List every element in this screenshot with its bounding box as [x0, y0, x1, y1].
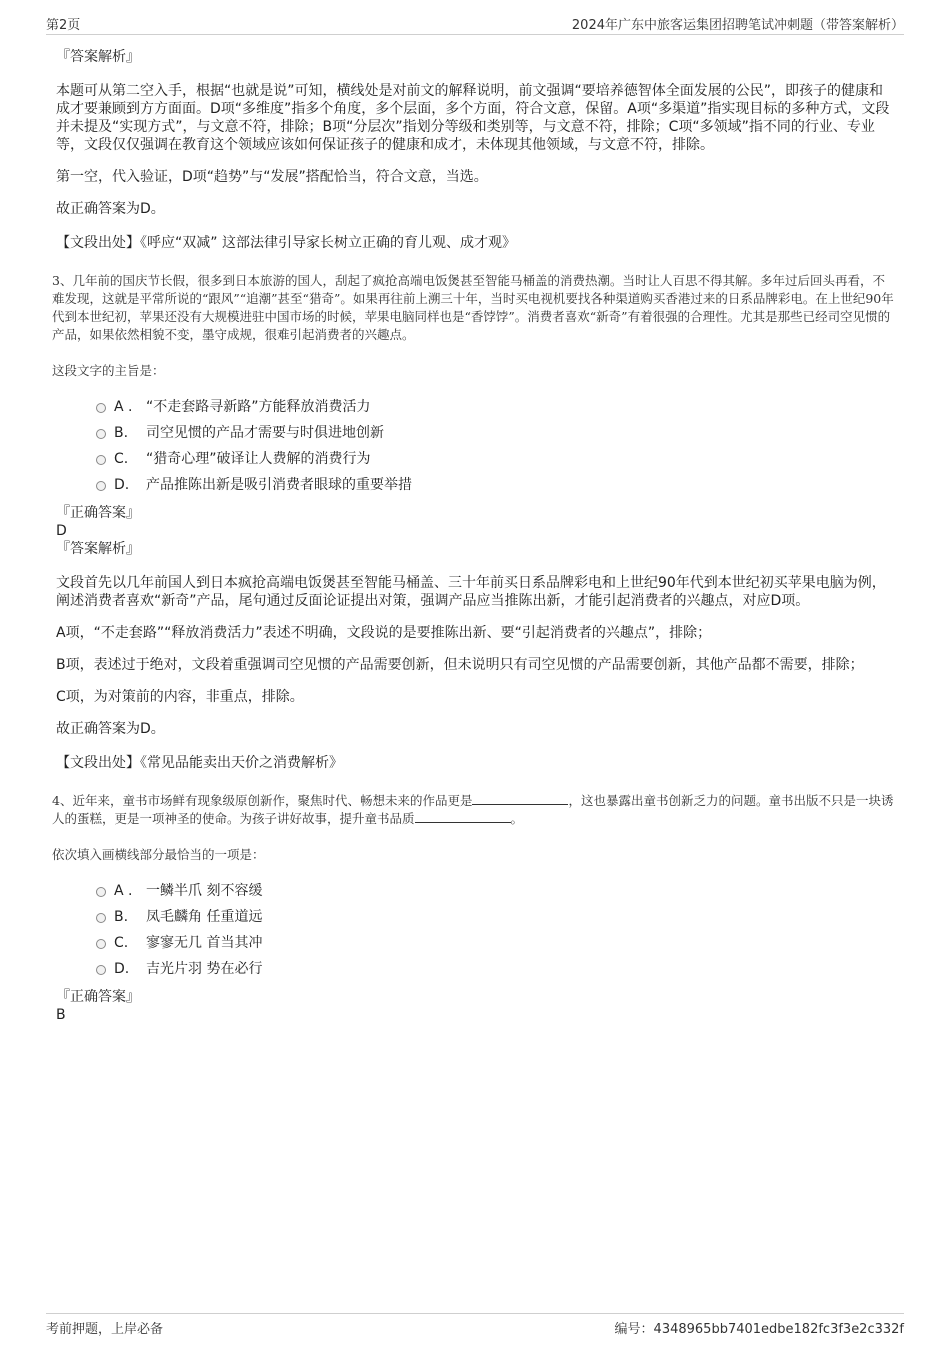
page-footer [46, 1313, 904, 1338]
q2-conclusion: 故正确答案为D。 [56, 201, 165, 217]
radio-icon[interactable] [96, 913, 106, 923]
q2-analysis-p2: 第一空，代入验证，D项“趋势”与“发展”搭配恰当，符合文意，当选。 [56, 169, 488, 185]
q3-analysis-label: 『答案解析』 [56, 541, 140, 557]
q4-answer-label: 『正确答案』 [56, 989, 140, 1005]
q4-option-a[interactable]: A . 一鳞半爪 刻不容缓 [56, 878, 896, 904]
q3-answer: D [56, 523, 67, 539]
q2-analysis-label: 『答案解析』 [56, 49, 140, 65]
footer-slogan: 考前押题，上岸必备 [46, 1322, 164, 1337]
q3-options [56, 394, 896, 498]
q3-prompt: 这段文字的主旨是： [52, 363, 165, 378]
radio-icon[interactable] [96, 939, 106, 949]
radio-icon[interactable] [96, 455, 106, 465]
document-title: 2024年广东中旅客运集团招聘笔试冲刺题（带答案解析） [571, 18, 904, 33]
radio-icon[interactable] [96, 403, 106, 413]
q3-option-d[interactable]: D. 产品推陈出新是吸引消费者眼球的重要举措 [56, 472, 896, 498]
q4-prompt: 依次填入画横线部分最恰当的一项是： [52, 847, 265, 862]
radio-icon[interactable] [96, 887, 106, 897]
q3-stem: 3、几年前的国庆节长假，很多到日本旅游的国人，刮起了疯抢高端电饭煲甚至智能马桶盖的消费热潮。当时让人百思不得其解。多年过后回头再看，不难发现，这就是平常所说的“跟风”“追潮”甚至“猎奇”。如果再往前上溯三十年，当时买电视机要找各种渠道购买香港过来的日系品牌彩电。在上世纪90年代到本世纪初，苹果还没有大规模进驻中国市场的时候，苹果电脑同样也是“香饽饽”。消费者喜欢“新奇”有着很强的合理性。尤其是那些已经司空见惯的产品，如果依然相貌不变，墨守成规，很难引起消费者的兴趣点。 [52, 273, 894, 342]
page-number: 第2页 [46, 18, 81, 33]
document-id: 编号：4348965bb7401edbe182fc3f3e2c332f [614, 1322, 904, 1337]
q3-option-b[interactable]: B. 司空见惯的产品才需要与时俱进地创新 [56, 420, 896, 446]
q3-analysis-p4: C项，为对策前的内容，非重点，排除。 [56, 689, 304, 705]
radio-icon[interactable] [96, 965, 106, 975]
q4-stem: 4、近年来，童书市场鲜有现象级原创新作，聚焦时代、畅想未来的作品更是 ，这也暴露出童书创新乏力的问题。童书出版不只是一块诱人的蛋糕，更是一项神圣的使命。为孩子讲好故事，提升童书品质 。 [52, 793, 894, 826]
q2-analysis-p1: 本题可从第二空入手，根据“也就是说”可知，横线处是对前文的解释说明，前文强调“要培养德智体全面发展的公民”，即孩子的健康和成才要兼顾到方方面面。D项“多维度”指多个角度，多个层面，多个方面，符合文意，保留。A项“多渠道”指实现目标的多种方式，文段并未提及“实现方式”，与文意不符，排除；B项“分层次”指划分等级和类别等，与文意不符，排除；C项“多领域”指不同的行业、专业等，文段仅仅强调在教育这个领域应该如何保证孩子的健康和成才，未体现其他领域，与文意不符，排除。 [56, 83, 890, 153]
q3-answer-label: 『正确答案』 [56, 505, 140, 521]
radio-icon[interactable] [96, 481, 106, 491]
q3-analysis-p2: A项，“不走套路”“释放消费活力”表述不明确，文段说的是要推陈出新、要“引起消费者的兴趣点”，排除； [56, 625, 712, 641]
fill-blank-2 [415, 810, 511, 823]
q3-option-c[interactable]: C. “猎奇心理”破译让人费解的消费行为 [56, 446, 896, 472]
q4-options [56, 878, 896, 982]
q3-analysis-p3: B项，表述过于绝对，文段着重强调司空见惯的产品需要创新，但未说明只有司空见惯的产品需要创新，其他产品都不需要，排除； [56, 657, 864, 673]
radio-icon[interactable] [96, 429, 106, 439]
q3-source: 【文段出处】《常见品能卖出天价之消费解析》 [56, 755, 343, 771]
q3-option-a[interactable]: A . “不走套路寻新路”方能释放消费活力 [56, 394, 896, 420]
q3-analysis-p1: 文段首先以几年前国人到日本疯抢高端电饭煲甚至智能马桶盖、三十年前买日系品牌彩电和上世纪90年代到本世纪初买苹果电脑为例，阐述消费者喜欢“新奇”产品，尾句通过反面论证提出对策，强调产品应当推陈出新，才能引起消费者的兴趣点，对应D项。 [56, 575, 886, 609]
q2-source: 【文段出处】《呼应“双减” 这部法律引导家长树立正确的育儿观、成才观》 [56, 235, 516, 251]
q4-answer: B [56, 1007, 66, 1023]
q4-option-c[interactable]: C. 寥寥无几 首当其冲 [56, 930, 896, 956]
page-header [46, 12, 904, 35]
q4-option-d[interactable]: D. 吉光片羽 势在必行 [56, 956, 896, 982]
q3-conclusion: 故正确答案为D。 [56, 721, 165, 737]
page-content [52, 46, 896, 1024]
fill-blank-1 [472, 792, 568, 805]
q4-option-b[interactable]: B. 凤毛麟角 任重道远 [56, 904, 896, 930]
